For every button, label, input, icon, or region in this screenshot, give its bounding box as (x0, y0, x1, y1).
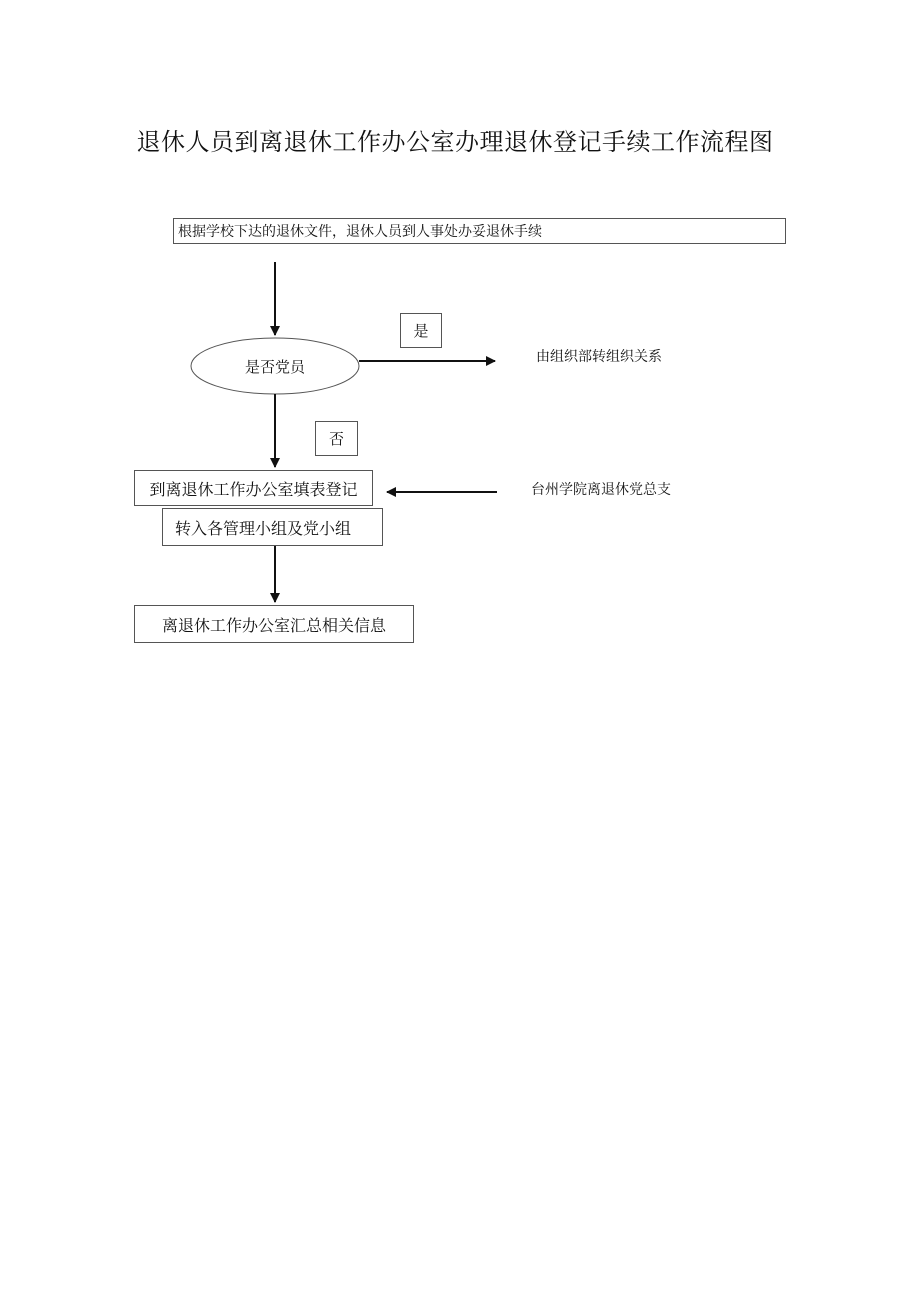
yes-label-box: 是 (400, 313, 442, 348)
register-step-box: 到离退休工作办公室填表登记 (134, 470, 373, 506)
start-step-box: 根据学校下达的退休文件，退休人员到人事处办妥退休手续 (173, 218, 786, 244)
party-branch-text: 台州学院离退休党总支 (531, 482, 671, 498)
transfer-step-box: 转入各管理小组及党小组 (162, 508, 383, 546)
decision-label: 是否党员 (244, 357, 305, 376)
org-transfer-text: 由组织部转组织关系 (536, 349, 662, 365)
no-label-box: 否 (315, 421, 358, 456)
summary-step-box: 离退休工作办公室汇总相关信息 (134, 605, 414, 643)
page-title: 退休人员到离退休工作办公室办理退休登记手续工作流程图 (136, 128, 774, 156)
